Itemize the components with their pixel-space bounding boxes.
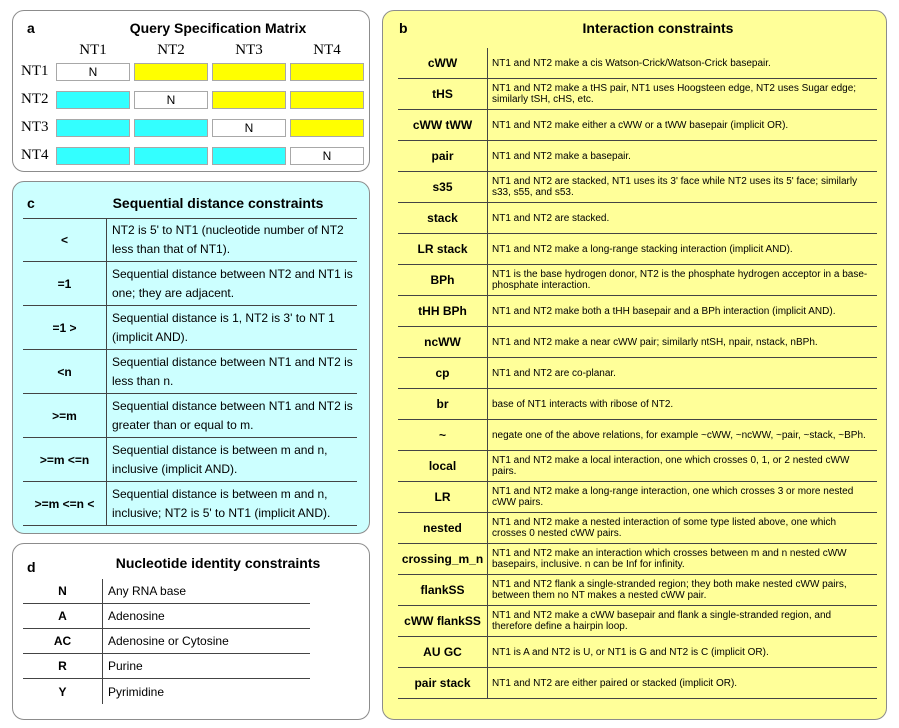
sequential-distance-title: Sequential distance constraints [112,195,324,211]
interaction-row [398,172,877,203]
interaction-description: NT1 is A and NT2 is U, or NT1 is G and NT2 is C (implicit OR). [492,646,769,658]
interaction-description: NT1 and NT2 make a tHS pair, NT1 uses Hoogsteen edge, NT2 uses Sugar edge; similarly tSH, cHS, etc. [492,83,857,105]
interaction-symbol: cWW [398,48,488,78]
matrix-cell: N [290,147,364,165]
interaction-description: negate one of the above relations, for example ~cWW, ~ncWW, ~pair, ~stack, ~BPh. [492,429,866,441]
identity-row [23,679,310,704]
interaction-row [398,79,877,110]
matrix-cell [56,147,130,165]
panel-label-c: c [27,195,35,211]
interaction-description: NT1 is the base hydrogen donor, NT2 is the phosphate hydrogen acceptor in a base-phosphate interaction. [492,269,868,291]
interaction-row [398,606,877,637]
interaction-description: NT1 and NT2 make a nested interaction of some type listed above, one which crosses 0 nested cWW pairs. [492,517,837,539]
interaction-description: NT1 and NT2 are co-planar. [492,367,616,379]
interaction-symbol: LR stack [398,234,488,264]
interaction-row [398,451,877,482]
matrix-column-header: NT1 [79,42,107,58]
matrix-cell [290,63,364,81]
sequential-row [23,350,357,394]
identity-row [23,654,310,679]
matrix-cell [212,147,286,165]
sequential-symbol: =1 [23,262,107,305]
identity-row [23,629,310,654]
sequential-row [23,306,357,350]
matrix-column-header: NT4 [313,42,341,58]
sequential-distance-panel [12,181,370,534]
interaction-row [398,327,877,358]
interaction-symbol: stack [398,203,488,233]
query-matrix-title: Query Specification Matrix [129,20,307,36]
interaction-symbol: crossing_m_n [398,544,488,574]
interaction-row [398,203,877,234]
interaction-description: NT1 and NT2 make a long-range interaction, one which crosses 3 or more nested cWW pairs. [492,486,854,508]
interaction-row [398,110,877,141]
interaction-description: NT1 and NT2 make a cis Watson-Crick/Watson-Crick basepair. [492,57,771,69]
interaction-row [398,389,877,420]
sequential-row [23,218,357,262]
identity-description: Adenosine [108,609,165,623]
panel-label-d: d [27,559,36,575]
panel-label-b: b [399,20,408,36]
identity-symbol: Y [23,679,103,704]
matrix-cell: N [134,91,208,109]
interaction-row [398,265,877,296]
matrix-row-header: NT3 [21,119,49,135]
sequential-symbol: >=m <=n [23,438,107,481]
interaction-description: NT1 and NT2 make both a tHH basepair and a BPh interaction (implicit AND). [492,305,836,317]
matrix-cell [212,91,286,109]
identity-symbol: R [23,654,103,678]
interaction-row [398,234,877,265]
query-matrix-panel [12,10,370,172]
identity-row [23,579,310,604]
sequential-symbol: >=m [23,394,107,437]
interaction-symbol: s35 [398,172,488,202]
matrix-cell [56,119,130,137]
interaction-description: NT1 and NT2 flank a single-stranded region; they both make nested cWW pairs, between them no NT makes a nested cWW pair. [492,579,847,601]
interaction-description: NT1 and NT2 make a local interaction, one which crosses 0, 1, or 2 nested cWW pairs. [492,455,850,477]
sequential-symbol: =1 > [23,306,107,349]
interaction-description: NT1 and NT2 make a cWW basepair and flank a single-stranded region, and therefore define a hairpin loop. [492,610,832,632]
interaction-row [398,513,877,544]
sequential-row [23,438,357,482]
interaction-symbol: ~ [398,420,488,450]
interaction-row [398,544,877,575]
sequential-row [23,394,357,438]
matrix-cell: N [212,119,286,137]
sequential-description: Sequential distance is 1, NT2 is 3' to NT 1 (implicit AND). [112,310,335,344]
sequential-description: Sequential distance is between m and n, inclusive (implicit AND). [112,442,328,476]
interaction-row [398,420,877,451]
interaction-description: NT1 and NT2 are either paired or stacked (implicit OR). [492,677,738,689]
panel-label-a: a [27,20,35,36]
sequential-description: NT2 is 5' to NT1 (nucleotide number of NT2 less than that of NT1). [112,223,344,256]
interaction-description: NT1 and NT2 make a near cWW pair; similarly ntSH, npair, nstack, nBPh. [492,336,818,348]
matrix-cell [56,91,130,109]
interaction-row [398,48,877,79]
sequential-description: Sequential distance between NT2 and NT1 is one; they are adjacent. [112,266,353,300]
identity-symbol: N [23,579,103,603]
interaction-row [398,637,877,668]
interaction-row [398,296,877,327]
matrix-cell [290,119,364,137]
interaction-description: NT1 and NT2 make either a cWW or a tWW basepair (implicit OR). [492,119,789,131]
matrix-cell [212,63,286,81]
matrix-column-header: NT2 [157,42,185,58]
sequential-symbol: < [23,219,107,261]
interaction-row [398,482,877,513]
interaction-row [398,575,877,606]
nucleotide-identity-title: Nucleotide identity constraints [115,555,321,571]
matrix-cell [134,147,208,165]
interaction-symbol: LR [398,482,488,512]
interaction-symbol: AU GC [398,637,488,667]
interaction-description: NT1 and NT2 make a long-range stacking interaction (implicit AND). [492,243,793,255]
identity-description: Purine [108,659,143,673]
interaction-description: base of NT1 interacts with ribose of NT2. [492,398,674,410]
interaction-description: NT1 and NT2 are stacked, NT1 uses its 3' face while NT2 uses its 5' face; similarly s33, s55, and s53. [492,176,858,198]
matrix-row-header: NT2 [21,91,49,107]
sequential-description: Sequential distance between NT1 and NT2 is greater than or equal to m. [112,398,353,432]
interaction-symbol: cWW tWW [398,110,488,140]
matrix-cell [134,119,208,137]
interaction-row [398,668,877,699]
identity-description: Pyrimidine [108,684,165,699]
interaction-description: NT1 and NT2 make a basepair. [492,150,631,162]
interaction-symbol: flankSS [398,575,488,605]
interaction-row [398,358,877,389]
identity-row [23,604,310,629]
sequential-symbol: <n [23,350,107,393]
identity-description: Adenosine or Cytosine [108,634,229,648]
sequential-description: Sequential distance is between m and n, inclusive; NT2 is 5' to NT1 (implicit AND). [112,486,331,520]
matrix-cell [134,63,208,81]
matrix-column-header: NT3 [235,42,263,58]
interaction-symbol: cp [398,358,488,388]
interaction-symbol: br [398,389,488,419]
interaction-symbol: local [398,451,488,481]
identity-symbol: A [23,604,103,628]
matrix-row-header: NT4 [21,147,49,163]
interaction-symbol: tHH BPh [398,296,488,326]
interaction-description: NT1 and NT2 are stacked. [492,212,610,224]
interaction-constraints-panel [382,10,887,720]
sequential-symbol: >=m <=n < [23,482,107,525]
interaction-symbol: BPh [398,265,488,295]
interaction-row [398,141,877,172]
matrix-row-header: NT1 [21,63,49,79]
interaction-symbol: pair stack [398,668,488,698]
sequential-row [23,482,357,526]
matrix-cell: N [56,63,130,81]
sequential-description: Sequential distance between NT1 and NT2 is less than n. [112,354,353,388]
interaction-symbol: ncWW [398,327,488,357]
identity-description: Any RNA base [108,584,187,598]
identity-symbol: AC [23,629,103,653]
nucleotide-identity-panel [12,543,370,720]
interaction-symbol: tHS [398,79,488,109]
interaction-symbol: pair [398,141,488,171]
interaction-symbol: nested [398,513,488,543]
interaction-description: NT1 and NT2 make an interaction which crosses between m and n nested cWW basepairs, inclusive. n can be Inf for infinity. [492,548,847,570]
interaction-constraints-title: Interaction constraints [582,20,734,36]
sequential-row [23,262,357,306]
matrix-cell [290,91,364,109]
interaction-symbol: cWW flankSS [398,606,488,636]
